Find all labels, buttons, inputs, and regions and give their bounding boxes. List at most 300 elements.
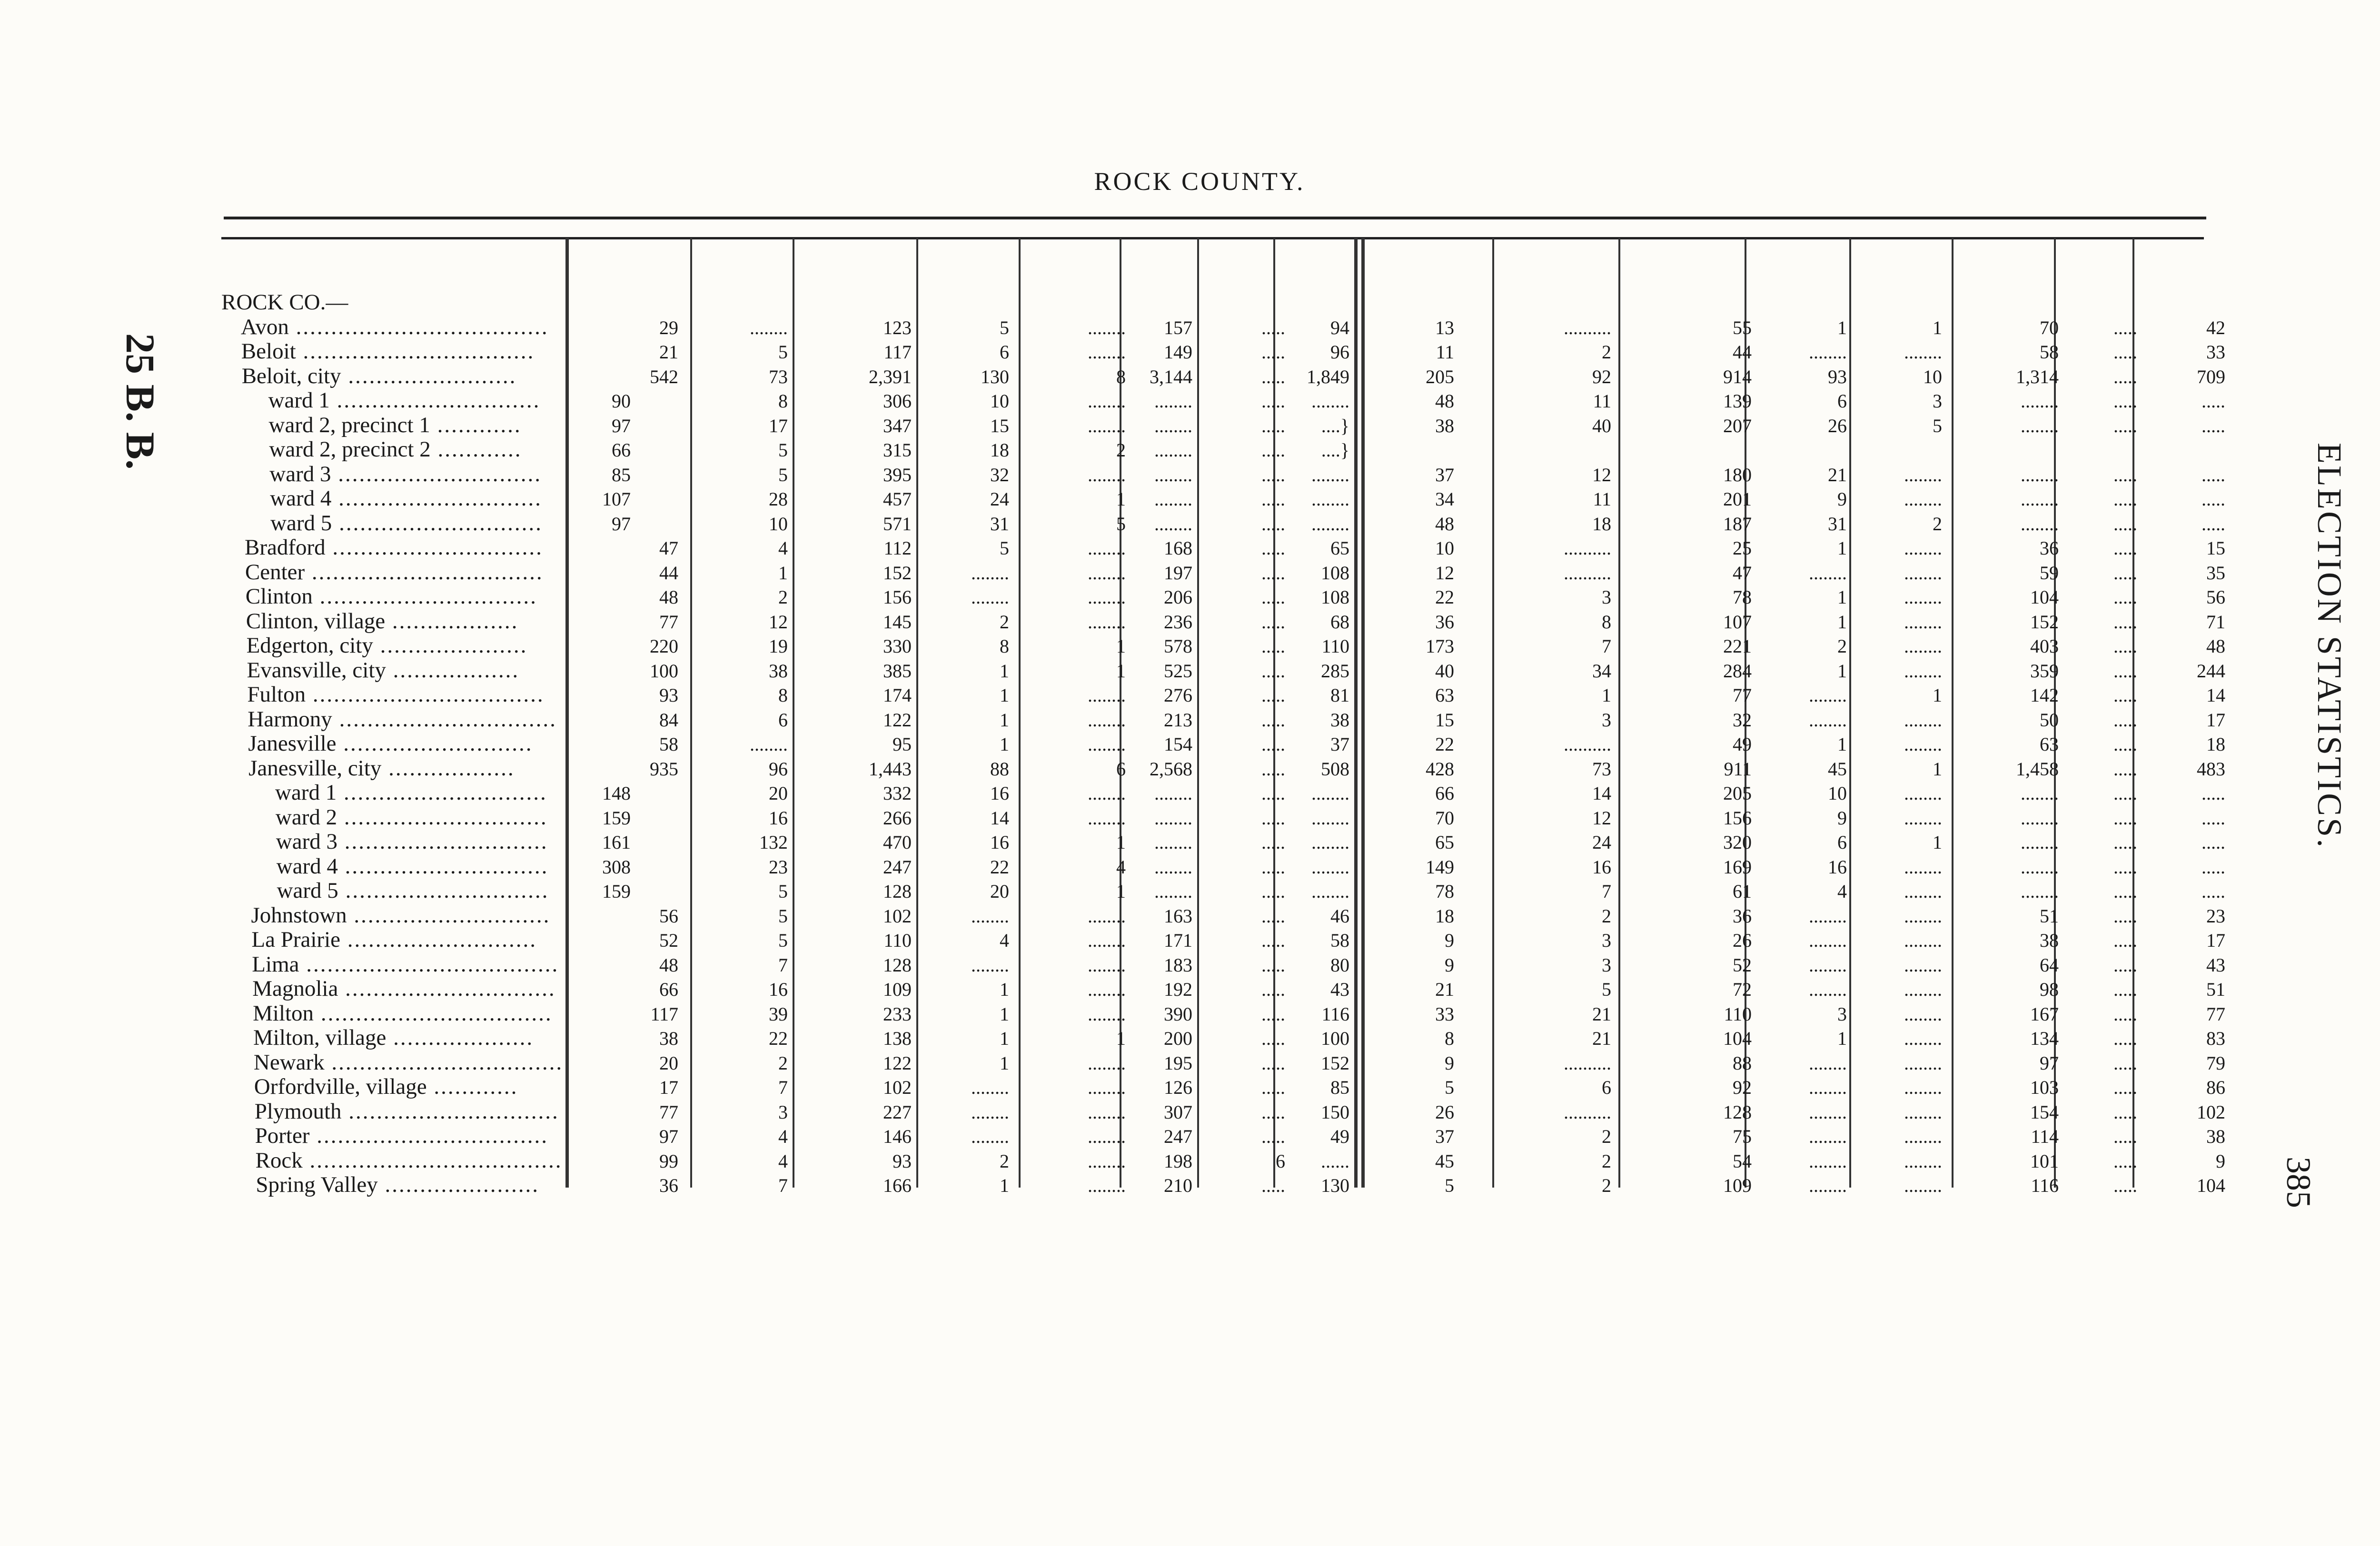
table-cell: 1 xyxy=(1837,317,1847,338)
table-cell: 20 xyxy=(769,783,788,804)
table-cell: ........ xyxy=(971,954,1009,976)
table-cell: 247 xyxy=(883,856,912,878)
table-cell: 5 xyxy=(1445,1175,1454,1196)
table-cell: 52 xyxy=(1733,954,1752,976)
table-cell: .......... xyxy=(1564,537,1611,559)
table-cell: ........ xyxy=(2021,464,2059,486)
table-cell: ........ xyxy=(1154,488,1192,510)
table-cell: 70 xyxy=(2040,317,2059,338)
table-cell: 4 xyxy=(1000,930,1009,951)
table-cell: ........ xyxy=(1809,930,1847,951)
table-cell: 11 xyxy=(1593,390,1611,412)
table-cell: 3 xyxy=(778,1101,788,1123)
table-cell: 26 xyxy=(1435,1101,1454,1123)
table-cell: ........ xyxy=(1904,341,1942,363)
table-cell: 14 xyxy=(990,807,1009,829)
table-cell: 390 xyxy=(1164,1003,1192,1025)
table-cell: 93 xyxy=(1828,366,1847,387)
table-cell: 43 xyxy=(2206,954,2225,976)
table-cell: 126 xyxy=(1164,1077,1192,1098)
row-label-text: ward 1 xyxy=(275,780,337,805)
table-cell: 84 xyxy=(659,709,678,731)
table-cell: 154 xyxy=(2030,1101,2059,1123)
table-row xyxy=(240,1124,2240,1149)
table-cell: ..... xyxy=(1261,905,1285,927)
table-cell: ..... xyxy=(1261,709,1285,731)
table-cell: ..... xyxy=(2202,832,2225,853)
table-cell: 2 xyxy=(1933,513,1942,535)
table-cell: ..... xyxy=(1261,464,1285,486)
table-cell: 2 xyxy=(1837,635,1847,657)
table-cell: ..... xyxy=(2113,1126,2137,1147)
table-row xyxy=(240,805,2240,830)
row-label-text: Clinton xyxy=(245,584,313,609)
table-cell: ....} xyxy=(1321,439,1349,461)
table-cell: ........ xyxy=(971,562,1009,584)
table-cell: 1 xyxy=(1837,1028,1847,1049)
leader-dots: ............................ xyxy=(347,902,551,928)
table-cell: 403 xyxy=(2030,635,2059,657)
table-cell: 16 xyxy=(990,783,1009,804)
table-cell: 7 xyxy=(778,1077,788,1098)
table-cell: 192 xyxy=(1164,979,1192,1000)
table-row xyxy=(240,658,2240,683)
table-cell: 123 xyxy=(883,317,912,338)
table-cell: ........ xyxy=(1904,1077,1942,1098)
table-cell: 285 xyxy=(1321,660,1349,682)
row-label xyxy=(253,1026,534,1050)
table-cell: 1 xyxy=(1837,537,1847,559)
table-cell: ..... xyxy=(1261,537,1285,559)
table-cell: ........ xyxy=(971,1126,1009,1147)
table-cell: 39 xyxy=(769,1003,788,1025)
table-cell: 2 xyxy=(1602,1126,1611,1147)
table-cell: 85 xyxy=(612,464,631,486)
row-label-text: Janesville xyxy=(248,731,337,756)
table-cell: 21 xyxy=(1592,1003,1611,1025)
page-number: 385 xyxy=(2280,1157,2318,1208)
table-cell: ..... xyxy=(2113,513,2137,535)
table-cell: 110 xyxy=(883,930,912,951)
table-cell: 36 xyxy=(1435,611,1454,633)
table-cell: ..... xyxy=(1261,1052,1285,1074)
table-cell: 107 xyxy=(1723,611,1752,633)
table-cell: 332 xyxy=(883,783,912,804)
table-cell: 51 xyxy=(2206,979,2225,1000)
table-cell: ..... xyxy=(2113,317,2137,338)
table-cell: 163 xyxy=(1164,905,1192,927)
table-cell: 94 xyxy=(1330,317,1349,338)
row-label xyxy=(255,1100,559,1123)
table-cell: ........ xyxy=(1809,709,1847,731)
table-cell: 1 xyxy=(1000,709,1009,731)
table-cell: 85 xyxy=(1330,1077,1349,1098)
table-cell: ..... xyxy=(1261,954,1285,976)
table-cell: 31 xyxy=(1828,513,1847,535)
table-cell: 10 xyxy=(1828,783,1847,804)
table-cell: ..... xyxy=(2113,635,2137,657)
table-cell: ..... xyxy=(1261,439,1285,461)
table-cell: 107 xyxy=(602,488,631,510)
table-cell: ........ xyxy=(1154,881,1192,902)
table-cell: ........ xyxy=(1904,783,1942,804)
table-cell: ........ xyxy=(1088,905,1126,927)
table-cell: ........ xyxy=(750,317,788,338)
table-cell: 97 xyxy=(2040,1052,2059,1074)
table-cell: 95 xyxy=(892,733,912,755)
table-cell: ..... xyxy=(1261,415,1285,436)
table-cell: ..... xyxy=(2113,954,2137,976)
table-cell: 33 xyxy=(2206,341,2225,363)
table-cell: ........ xyxy=(750,733,788,755)
table-cell: 1,458 xyxy=(2016,758,2059,780)
table-cell: 171 xyxy=(1164,930,1192,951)
table-cell: 12 xyxy=(769,611,788,633)
table-cell: 1 xyxy=(1933,758,1942,780)
table-cell: 247 xyxy=(1164,1126,1192,1147)
table-cell: ..... xyxy=(1261,635,1285,657)
top-rule xyxy=(224,217,2206,219)
table-cell: 36 xyxy=(1733,905,1752,927)
table-cell: ..... xyxy=(2202,783,2225,804)
row-label xyxy=(251,903,551,927)
table-cell: 10 xyxy=(990,390,1009,412)
row-label-text: Spring Valley xyxy=(256,1172,378,1197)
leader-dots: ............................... xyxy=(332,706,557,732)
table-cell: ....} xyxy=(1321,415,1349,436)
table-cell: ........ xyxy=(1809,1175,1847,1196)
table-cell: ..... xyxy=(2113,979,2137,1000)
table-cell: ..... xyxy=(2113,1003,2137,1025)
table-cell: 306 xyxy=(883,390,912,412)
table-cell: ..... xyxy=(2113,1077,2137,1098)
table-cell: ........ xyxy=(1904,954,1942,976)
row-label xyxy=(255,1124,548,1148)
table-cell: ..... xyxy=(2113,390,2137,412)
table-cell: 96 xyxy=(769,758,788,780)
table-cell: ..... xyxy=(2113,341,2137,363)
table-cell: ..... xyxy=(1261,807,1285,829)
table-cell: ........ xyxy=(1904,709,1942,731)
table-cell: 2 xyxy=(1602,1150,1611,1172)
table-cell: 428 xyxy=(1426,758,1454,780)
row-label-text: Milton xyxy=(253,1001,314,1026)
table-cell: 28 xyxy=(769,488,788,510)
table-cell: ........ xyxy=(1154,464,1192,486)
table-cell: 4 xyxy=(1116,856,1126,878)
table-cell: 72 xyxy=(1733,979,1752,1000)
table-row xyxy=(240,707,2240,732)
table-cell: ........ xyxy=(1088,1003,1126,1025)
table-cell: 48 xyxy=(659,954,678,976)
table-cell: 110 xyxy=(1724,1003,1752,1025)
table-cell: ........ xyxy=(1904,905,1942,927)
table-cell: 201 xyxy=(1723,488,1752,510)
leader-dots: .................. xyxy=(381,755,515,781)
table-cell: ..... xyxy=(1261,832,1285,853)
table-cell: ..... xyxy=(1261,930,1285,951)
row-label xyxy=(277,879,549,902)
table-cell: 571 xyxy=(883,513,912,535)
table-cell: 914 xyxy=(1723,366,1752,387)
table-cell: 29 xyxy=(659,317,678,338)
table-cell: 12 xyxy=(1592,464,1611,486)
table-cell: 152 xyxy=(1321,1052,1349,1074)
table-cell: 2 xyxy=(778,1052,788,1074)
table-cell: 156 xyxy=(1723,807,1752,829)
table-row xyxy=(240,1075,2240,1100)
table-cell: 5 xyxy=(1000,537,1009,559)
table-cell: 16 xyxy=(1828,856,1847,878)
table-cell: ..... xyxy=(1261,1028,1285,1049)
table-cell: ..... xyxy=(2202,856,2225,878)
table-cell: 16 xyxy=(1592,856,1611,878)
table-cell: 210 xyxy=(1164,1175,1192,1196)
table-cell: 4 xyxy=(1837,881,1847,902)
table-cell: 97 xyxy=(659,1126,678,1147)
table-cell: 347 xyxy=(883,415,912,436)
leader-dots: .................................... xyxy=(299,951,559,977)
row-label xyxy=(245,560,544,584)
table-cell: 5 xyxy=(778,930,788,951)
table-cell: ..... xyxy=(2202,513,2225,535)
table-cell: ........ xyxy=(1154,832,1192,853)
row-label-text: Magnolia xyxy=(252,976,338,1001)
table-cell: 8 xyxy=(778,684,788,706)
table-cell: 1 xyxy=(1116,660,1126,682)
table-cell: ..... xyxy=(2202,390,2225,412)
table-cell: ........ xyxy=(1154,415,1192,436)
table-cell: ........ xyxy=(2021,856,2059,878)
row-label-text: ward 5 xyxy=(277,878,338,903)
table-top-rule xyxy=(221,237,2204,239)
table-cell: ...... xyxy=(1321,1150,1349,1172)
table-cell: ........ xyxy=(1809,1126,1847,1147)
table-cell: ........ xyxy=(2021,881,2059,902)
table-cell: ..... xyxy=(1261,1101,1285,1123)
table-cell: ........ xyxy=(1154,513,1192,535)
table-cell: 174 xyxy=(883,684,912,706)
table-cell: 9 xyxy=(2216,1150,2225,1172)
table-cell: 12 xyxy=(1435,562,1454,584)
table-cell: 1 xyxy=(1000,1175,1009,1196)
row-label-text: Rock xyxy=(255,1148,303,1173)
table-cell: 173 xyxy=(1426,635,1454,657)
table-cell: ..... xyxy=(2113,758,2137,780)
table-cell: ........ xyxy=(1088,954,1126,976)
table-cell: 167 xyxy=(2030,1003,2059,1025)
table-cell: 101 xyxy=(2030,1150,2059,1172)
table-cell: 109 xyxy=(1723,1175,1752,1196)
table-cell: ..... xyxy=(2113,611,2137,633)
table-cell: 138 xyxy=(883,1028,912,1049)
table-cell: ..... xyxy=(1261,1003,1285,1025)
table-cell: 359 xyxy=(2030,660,2059,682)
table-cell: 44 xyxy=(659,562,678,584)
table-cell: 102 xyxy=(883,1077,912,1098)
leader-dots: ............................. xyxy=(329,388,541,413)
table-cell: ........ xyxy=(2021,415,2059,436)
table-cell: 49 xyxy=(1330,1126,1349,1147)
table-cell: 1 xyxy=(1933,317,1942,338)
leader-dots: .............................. xyxy=(325,535,543,560)
table-cell: 86 xyxy=(2206,1077,2225,1098)
table-cell: 36 xyxy=(2040,537,2059,559)
table-cell: 103 xyxy=(2030,1077,2059,1098)
table-cell: ........ xyxy=(1904,537,1942,559)
table-cell: ..... xyxy=(1261,488,1285,510)
table-cell: 7 xyxy=(778,1175,788,1196)
table-cell: ........ xyxy=(1809,684,1847,706)
table-cell: 104 xyxy=(1723,1028,1752,1049)
table-cell: ........ xyxy=(1904,1175,1942,1196)
leader-dots: .............................. xyxy=(338,976,556,1001)
table-row xyxy=(240,486,2240,511)
table-row xyxy=(240,511,2240,536)
row-label-text: Fulton xyxy=(247,682,306,707)
table-row xyxy=(240,462,2240,487)
table-cell: 73 xyxy=(769,366,788,387)
table-cell: 152 xyxy=(2030,611,2059,633)
table-cell: ........ xyxy=(1904,856,1942,878)
table-cell: 77 xyxy=(2206,1003,2225,1025)
table-cell: 5 xyxy=(1933,415,1942,436)
table-cell: ........ xyxy=(1809,1077,1847,1098)
table-cell: ..... xyxy=(2113,415,2137,436)
left-margin-signature: 25 B. B. xyxy=(118,333,163,470)
table-cell: 180 xyxy=(1723,464,1752,486)
table-cell: ..... xyxy=(2113,856,2137,878)
table-cell: ..... xyxy=(1261,341,1285,363)
table-cell: 5 xyxy=(778,341,788,363)
row-label xyxy=(254,1075,518,1099)
table-cell: 102 xyxy=(2197,1101,2225,1123)
table-cell: 46 xyxy=(1330,905,1349,927)
table-cell: ........ xyxy=(1154,856,1192,878)
row-label xyxy=(276,805,548,829)
table-cell: 3 xyxy=(1602,709,1611,731)
table-cell: 3 xyxy=(1602,930,1611,951)
table-cell: 21 xyxy=(1435,979,1454,1000)
table-cell: 10 xyxy=(1435,537,1454,559)
table-cell: 5 xyxy=(778,905,788,927)
table-cell: ........ xyxy=(1088,464,1126,486)
table-cell: 128 xyxy=(883,954,912,976)
table-cell: 23 xyxy=(2206,905,2225,927)
table-cell: ........ xyxy=(971,586,1009,608)
table-cell: 320 xyxy=(1723,832,1752,853)
table-cell: ........ xyxy=(1088,709,1126,731)
table-cell: 117 xyxy=(883,341,912,363)
table-cell: ..... xyxy=(1261,513,1285,535)
table-cell: ..... xyxy=(2113,660,2137,682)
row-label-text: ward 4 xyxy=(276,853,338,879)
table-cell: 16 xyxy=(769,979,788,1000)
table-cell: 1,443 xyxy=(869,758,912,780)
table-cell: 128 xyxy=(1723,1101,1752,1123)
table-cell: 14 xyxy=(1592,783,1611,804)
table-cell: ........ xyxy=(1809,979,1847,1000)
leader-dots: ............................. xyxy=(337,804,548,830)
row-label-text: ward 4 xyxy=(270,486,332,511)
table-cell: 34 xyxy=(1592,660,1611,682)
table-cell: 213 xyxy=(1164,709,1192,731)
table-cell: 195 xyxy=(1164,1052,1192,1074)
table-cell: 54 xyxy=(1733,1150,1752,1172)
table-cell: 205 xyxy=(1723,783,1752,804)
table-cell: 110 xyxy=(1321,635,1349,657)
table-cell: ..... xyxy=(2113,464,2137,486)
table-cell: 26 xyxy=(1733,930,1752,951)
leader-dots: .................. xyxy=(385,608,519,634)
row-label xyxy=(270,511,543,535)
table-cell: 38 xyxy=(1435,415,1454,436)
table-cell: ..... xyxy=(2113,537,2137,559)
table-cell: 169 xyxy=(1723,856,1752,878)
table-cell: 80 xyxy=(1330,954,1349,976)
row-label-text: Harmony xyxy=(248,706,332,732)
table-cell: 1 xyxy=(1116,1028,1126,1049)
row-label xyxy=(247,683,544,706)
table-cell: 79 xyxy=(2206,1052,2225,1074)
table-cell: 48 xyxy=(1435,513,1454,535)
leader-dots: ........................ xyxy=(341,363,517,388)
row-label-text: ward 3 xyxy=(269,461,331,486)
table-cell: ........ xyxy=(1904,807,1942,829)
row-label-text: Porter xyxy=(255,1123,310,1148)
table-row xyxy=(240,609,2240,634)
table-cell: 18 xyxy=(990,439,1009,461)
table-cell: ..... xyxy=(2113,881,2137,902)
table-cell: ........ xyxy=(2021,807,2059,829)
table-cell: ........ xyxy=(1088,1126,1126,1147)
row-label xyxy=(269,413,522,437)
table-cell: 198 xyxy=(1164,1150,1192,1172)
table-cell: 457 xyxy=(883,488,912,510)
table-cell: 6 xyxy=(1000,341,1009,363)
table-cell: 148 xyxy=(602,783,631,804)
table-cell: 9 xyxy=(1837,807,1847,829)
row-label xyxy=(256,1149,563,1172)
table-cell: 104 xyxy=(2197,1175,2225,1196)
table-cell: 122 xyxy=(883,709,912,731)
row-label xyxy=(245,535,543,559)
table-cell: 2 xyxy=(778,586,788,608)
table-cell: ..... xyxy=(1261,758,1285,780)
table-cell: ........ xyxy=(1311,390,1349,412)
table-row xyxy=(240,437,2240,462)
table-cell: 483 xyxy=(2197,758,2225,780)
row-label-text: ward 2, precinct 1 xyxy=(268,412,430,437)
table-cell: 56 xyxy=(659,905,678,927)
row-label xyxy=(252,952,559,976)
table-cell: ........ xyxy=(971,905,1009,927)
leader-dots: ............ xyxy=(430,412,522,437)
table-cell: ..... xyxy=(2113,930,2137,951)
table-cell: 23 xyxy=(769,856,788,878)
table-cell: ........ xyxy=(1904,1101,1942,1123)
table-cell: 9 xyxy=(1837,488,1847,510)
table-row xyxy=(240,854,2240,879)
table-cell: ........ xyxy=(1809,1150,1847,1172)
table-cell: 5 xyxy=(1000,317,1009,338)
table-row xyxy=(240,535,2240,560)
election-table xyxy=(221,290,2240,1198)
table-cell: 146 xyxy=(883,1126,912,1147)
table-cell: ..... xyxy=(2113,562,2137,584)
leader-dots: ...................... xyxy=(377,1172,539,1197)
table-cell: 109 xyxy=(883,979,912,1000)
